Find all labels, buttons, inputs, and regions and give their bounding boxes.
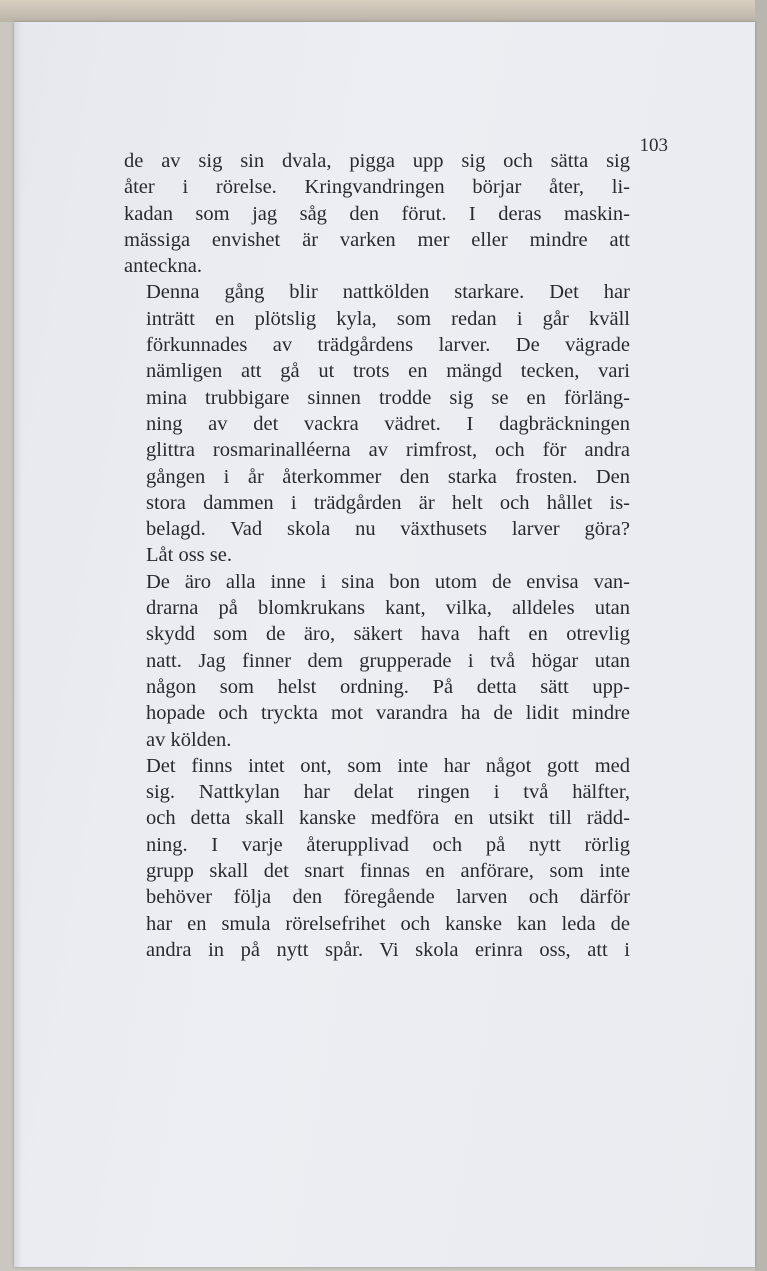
page-gutter-shadow (14, 22, 22, 1267)
text-line: glittra rosmarinalléerna av rimfrost, och för andra (146, 439, 630, 462)
text-line: kadan som jag såg den förut. I deras maskin- (124, 202, 630, 225)
text-line: grupp skall det snart finnas en anförare, som inte (146, 860, 630, 883)
text-line: åter i rörelse. Kringvandringen börjar åter, li- (124, 176, 630, 199)
page-text (124, 148, 630, 963)
text-line: ning. I varje återupplivad och på nytt rörlig (146, 833, 630, 856)
text-line: hopade och tryckta mot varandra ha de lidit mindre (146, 702, 630, 725)
text-line: De äro alla inne i sina bon utom de envisa van- (146, 570, 630, 593)
text-line: gången i år återkommer den starka frosten. Den (146, 465, 630, 488)
text-line: och detta skall kanske medföra en utsikt till rädd- (146, 807, 630, 830)
text-line: anteckna. (124, 255, 202, 278)
text-line: av kölden. (146, 728, 232, 751)
text-line: inträtt en plötslig kyla, som redan i går kväll (146, 307, 630, 330)
text-line: ning av det vackra vädret. I dagbräckningen (146, 412, 630, 435)
text-line: de av sig sin dvala, pigga upp sig och sätta sig (124, 150, 630, 172)
text-line: behöver följa den föregående larven och därför (146, 886, 630, 909)
text-line: natt. Jag finner dem grupperade i två högar utan (146, 649, 630, 672)
text-line: mässiga envishet är varken mer eller mindre att (124, 228, 630, 251)
text-line: skydd som de äro, säkert hava haft en otrevlig (146, 623, 630, 646)
text-line: stora dammen i trädgården är helt och hållet is- (146, 491, 630, 514)
text-line: belagd. Vad skola nu växthusets larver göra? (146, 518, 630, 541)
background-surface-top (0, 0, 767, 22)
text-line: drarna på blomkrukans kant, vilka, alldeles utan (146, 597, 630, 620)
text-line: sig. Nattkylan har delat ringen i två hälfter, (146, 781, 630, 804)
text-line: förkunnades av trädgårdens larver. De vägrade (146, 334, 630, 357)
text-line: har en smula rörelsefrihet och kanske kan leda de (146, 912, 630, 935)
text-line: Låt oss se. (146, 544, 232, 567)
text-line: nämligen att gå ut trots en mängd tecken, vari (146, 360, 630, 383)
paragraph (124, 148, 630, 279)
text-line: mina trubbigare sinnen trodde sig se en förläng- (146, 386, 630, 409)
paragraph (124, 279, 630, 568)
text-line: Det finns intet ont, som inte har något gott med (146, 754, 630, 777)
background-surface-right (755, 0, 767, 1271)
text-line: någon som helst ordning. På detta sätt upp- (146, 675, 630, 698)
text-line: Denna gång blir nattkölden starkare. Det har (146, 281, 630, 304)
page-number: 103 (639, 135, 668, 156)
paragraph (124, 569, 630, 753)
paragraph (124, 753, 630, 963)
text-line: andra in på nytt spår. Vi skola erinra oss, att i (146, 938, 630, 961)
